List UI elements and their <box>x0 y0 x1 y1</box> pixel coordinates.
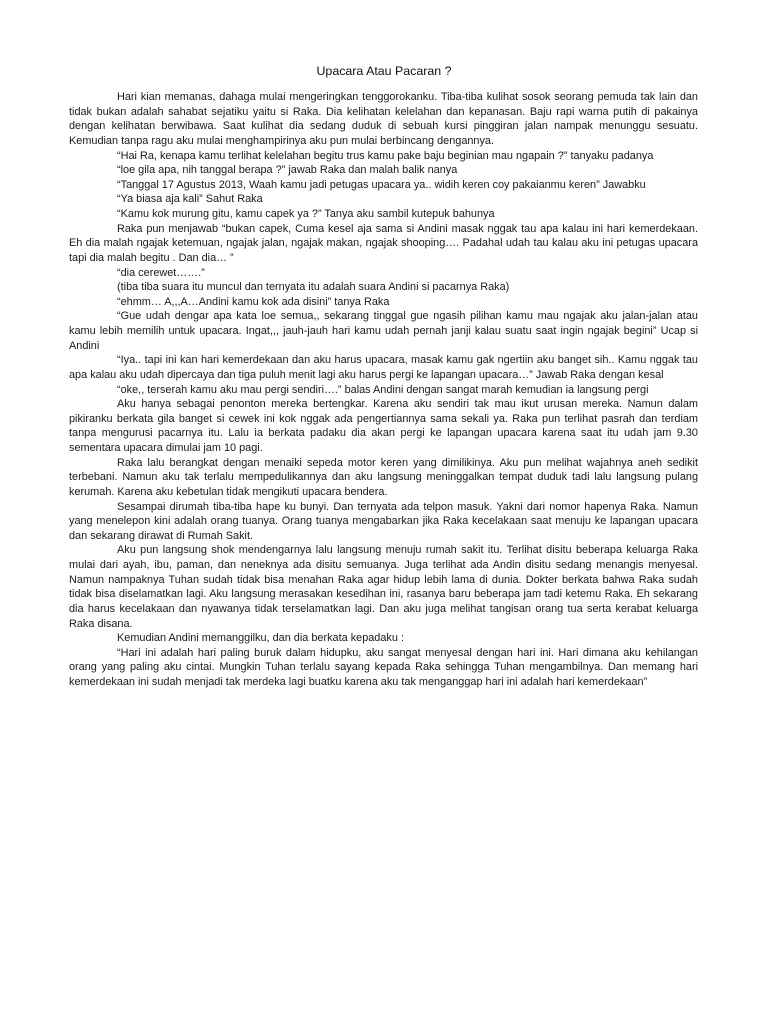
paragraph-17: Aku pun langsung shok mendengarnya lalu langsung menuju rumah sakit itu. Terlihat disitu beberapa keluarga Raka mulai dari ayah, ibu, paman, dan neneknya ada disitu semuanya. Juga terlihat ada Andin disitu sedang menangis menyesal. Namun nampaknya Tuhan sudah tidak bisa menahan Raka agar hidup lebih lama di dunia. Dokter berkata bahwa Raka sudah tidak bisa diselamatkan lagi. Aku langsung merasakan kesedihan ini, rasanya baru beberapa jam tadi ketemu Raka. Eh sekarang dia harus kecelakaan dan nyawanya tidak terselamatkan lagi. Dan aku juga melihat tangisan orang tua serta kerabat keluarga Raka disana. <box>69 544 698 630</box>
paragraph-13: “oke,, terserah kamu aku mau pergi sendiri….” balas Andini dengan sangat marah kemudian ia langsung pergi <box>117 383 649 396</box>
paragraph-19: “Hari ini adalah hari paling buruk dalam hidupku, aku sangat menyesal dengan hari ini. Hari dimana aku kehilangan orang yang paling aku cintai. Mungkin Tuhan terlalu sayang kepada Raka sehingga Tuhan mengambilnya. Dan memang hari kemerdekaan ini sudah menjadi tak merdeka lagi buatku karena aku tak menganggap hari ini adalah hari kemerdekaan” <box>69 646 698 688</box>
document-body <box>69 90 698 690</box>
paragraph-7: Raka pun menjawab “bukan capek, Cuma kesel aja sama si Andini masak nggak tau apa kalau ini hari kemerdekaan. Eh dia malah ngajak ketemuan, ngajak jalan, ngajak makan, ngajak shooping…. Padahal udah tau kalau aku ini petugas upacara tapi dia malah begitu . Dan dia… ” <box>69 222 698 264</box>
paragraph-1: Hari kian memanas, dahaga mulai mengeringkan tenggorokanku. Tiba-tiba kulihat sosok seorang pemuda tak lain dan tidak bukan adalah sahabat sejatiku yaitu si Raka. Dia kelihatan kelelahan dan kepanasan. Baju rapi warna putih di pakainya dengan kelihatan berwibawa. Saat kulihat dia sedang duduk di sebuah kursi pinggiran jalan nampak menunggu sesuatu. Kemudian tanpa ragu aku mulai menghampirinya aku pun mulai berbincang dengannya. <box>69 91 698 147</box>
paragraph-10: “ehmm… A,,,A…Andini kamu kok ada disini” tanya Raka <box>117 295 390 308</box>
paragraph-11: “Gue udah dengar apa kata loe semua,, sekarang tinggal gue ngasih pilihan kamu mau ngajak aku jalan-jalan atau kamu lebih memilih untuk upacara. Ingat,,, jauh-jauh hari kamu udah pernah janji kalau suatu saat ingin ngajak begini” Ucap si Andini <box>69 310 698 352</box>
paragraph-5: “Ya biasa aja kali” Sahut Raka <box>117 193 263 206</box>
paragraph-12: “Iya.. tapi ini kan hari kemerdekaan dan aku harus upacara, masak kamu gak ngertiin aku banget sih.. Kamu nggak tau apa kalau aku udah dipercaya dan tiga puluh menit lagi aku harus pergi ke lapangan upacara…” Jawab Raka dengan kesal <box>69 354 698 381</box>
paragraph-15: Raka lalu berangkat dengan menaiki sepeda motor keren yang dimilikinya. Aku pun melihat wajahnya aneh sedikit terbebani. Namun aku tak terlalu mempedulikannya dan aku langsung meninggalkan tempat duduk tadi lalu langsung pulang kerumah. Karena aku kebetulan tidak mengikuti upacara bendera. <box>69 456 698 498</box>
paragraph-16: Sesampai dirumah tiba-tiba hape ku bunyi. Dan ternyata ada telpon masuk. Yakni dari nomor hapenya Raka. Namun yang menelepon kini adalah orang tuanya. Orang tuanya mengabarkan jika Raka kecelakaan saat menuju ke lapangan upacara dan sekarang dirawat di Rumah Sakit. <box>69 500 698 542</box>
paragraph-2: “Hai Ra, kenapa kamu terlihat kelelahan begitu trus kamu pake baju beginian mau ngapain ?” tanyaku padanya <box>117 149 654 162</box>
paragraph-3: “loe gila apa, nih tanggal berapa ?” jawab Raka dan malah balik nanya <box>117 164 458 177</box>
paragraph-8: “dia cerewet…….” <box>117 266 205 279</box>
paragraph-6: “Kamu kok murung gitu, kamu capek ya ?” Tanya aku sambil kutepuk bahunya <box>117 208 495 220</box>
paragraph-14: Aku hanya sebagai penonton mereka bertengkar. Karena aku sendiri tak mau ikut urusan mereka. Namun dalam pikiranku berkata gila banget si cewek ini kok nggak ada pengertiannya sama sekali ya. Raka pun terlihat pasrah dan terdiam tanpa mengurusi pacarnya itu. Lalu ia berkata padaku dia akan pergi ke lapangan upacara karena saat itu udah jam 9.30 sementara upacara dimulai jam 10 pagi. <box>69 398 698 454</box>
paragraph-9: (tiba tiba suara itu muncul dan ternyata itu adalah suara Andini si pacarnya Raka) <box>117 281 510 294</box>
paragraph-18: Kemudian Andini memanggilku, dan dia berkata kepadaku : <box>117 632 404 645</box>
paragraph-4: “Tanggal 17 Agustus 2013, Waah kamu jadi petugas upacara ya.. widih keren coy pakaianmu keren” Jawabku <box>117 178 646 191</box>
document-title: Upacara Atau Pacaran ? <box>316 64 452 78</box>
